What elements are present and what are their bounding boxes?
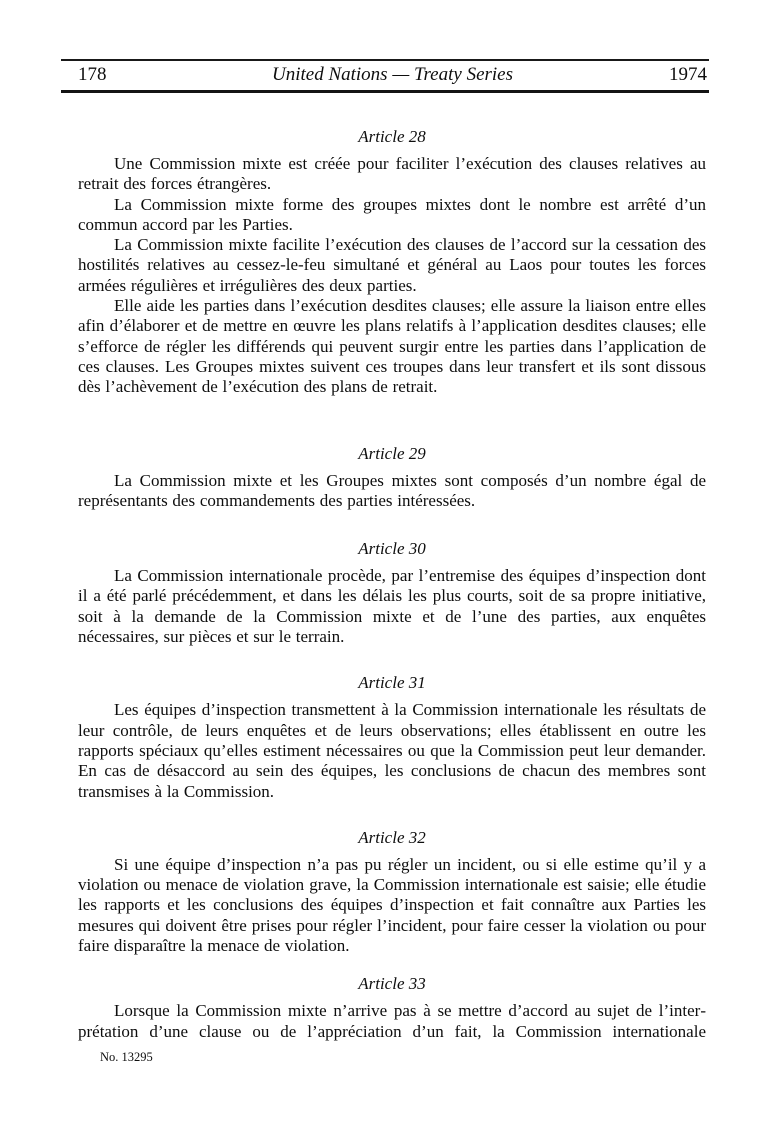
article-28-paragraph-2: La Commission mixte forme des groupes mixtes dont le nombre est arrêté d’un commun accord par les Parties.: [78, 194, 706, 234]
header-title: United Nations — Treaty Series: [271, 64, 514, 85]
article-30-heading: Article 30: [358, 539, 426, 559]
article-30-paragraph-1: La Commission internationale procède, par l’entremise des équipes d’inspection dont il a été parlé précédemment, et dans les délais les plus courts, soit de sa propre initiative, soit à la demande de la Commission mixte et de l’une des parties, aux enquêtes nécessaires, sur pièces et sur le terrain.: [78, 566, 706, 647]
article-32-paragraph-1: Si une équipe d’inspection n’a pas pu régler un incident, ou si elle estime qu’il y a violation ou menace de violation grave, la Commission internationale est saisie; elle étudie les rapports et les conclusions des équipes d’inspection et fait connaître aux Parties les mesures qui doivent être prises pour régler l’incident, pour faire cesser la violation ou pour faire disparaître la menace de violation.: [78, 854, 706, 956]
article-28-paragraph-3: La Commission mixte facilite l’exécution des clauses de l’accord sur la cessation des hostilités relatives au cessez-le-feu simultané et général au Laos pour toutes les forces armées régulières et irrégulières des deux parties.: [78, 235, 706, 295]
article-section-29: [78, 444, 706, 512]
article-28-paragraph-4: Elle aide les parties dans l’exécution desdites clauses; elle assure la liaison entre elles afin d’élaborer et de mettre en œuvre les plans relatifs à l’application desdites clauses; elle s’efforce de régler les différends qui peuvent surgir entre les parties dans l’application de ces clauses. Les Groupes mixtes suivent ces troupes dans leur transfert et ils sont dissous dès l’achèvement de l’exécution des plans de retrait.: [78, 296, 706, 397]
article-32-heading: Article 32: [358, 827, 426, 847]
article-section-32: [78, 828, 706, 956]
article-33-paragraph-1: Lorsque la Commission mixte n’arrive pas à se mettre d’accord au sujet de l’interprétation d’une clause ou de l’appréciation d’un fait, la Commission internationale: [78, 1001, 706, 1041]
header-year: 1974: [669, 64, 707, 85]
article-28-heading: Article 28: [358, 127, 426, 146]
article-28-paragraph-1: Une Commission mixte est créée pour faciliter l’exécution des clauses relatives au retrait des forces étrangères.: [78, 154, 706, 194]
article-section-31: [78, 673, 706, 801]
article-29-paragraph-1: La Commission mixte et les Groupes mixtes sont composés d’un nombre égal de représentants des commandements des parties intéressées.: [78, 470, 706, 510]
article-section-30: [78, 539, 706, 647]
article-31-heading: Article 31: [358, 673, 426, 693]
article-29-heading: Article 29: [358, 443, 426, 463]
treaty-number: No. 13295: [100, 1049, 153, 1064]
article-31-paragraph-1: Les équipes d’inspection transmettent à la Commission internationale les résultats de leur contrôle, de leurs enquêtes et de leurs observations; elles établissent en outre les rapports spéciaux qu’elles estiment nécessaires ou que la Commission peut leur demander. En cas de désaccord au sein des équipes, les conclusions de chacun des membres sont transmises à la Commission.: [78, 700, 706, 801]
article-33-heading: Article 33: [358, 974, 426, 994]
page-header: [61, 59, 709, 93]
page-footnote: [78, 1050, 706, 1065]
page-number: 178: [78, 64, 107, 85]
article-section-28: [78, 127, 706, 398]
document-body: [78, 127, 706, 1065]
article-section-33: [78, 974, 706, 1042]
